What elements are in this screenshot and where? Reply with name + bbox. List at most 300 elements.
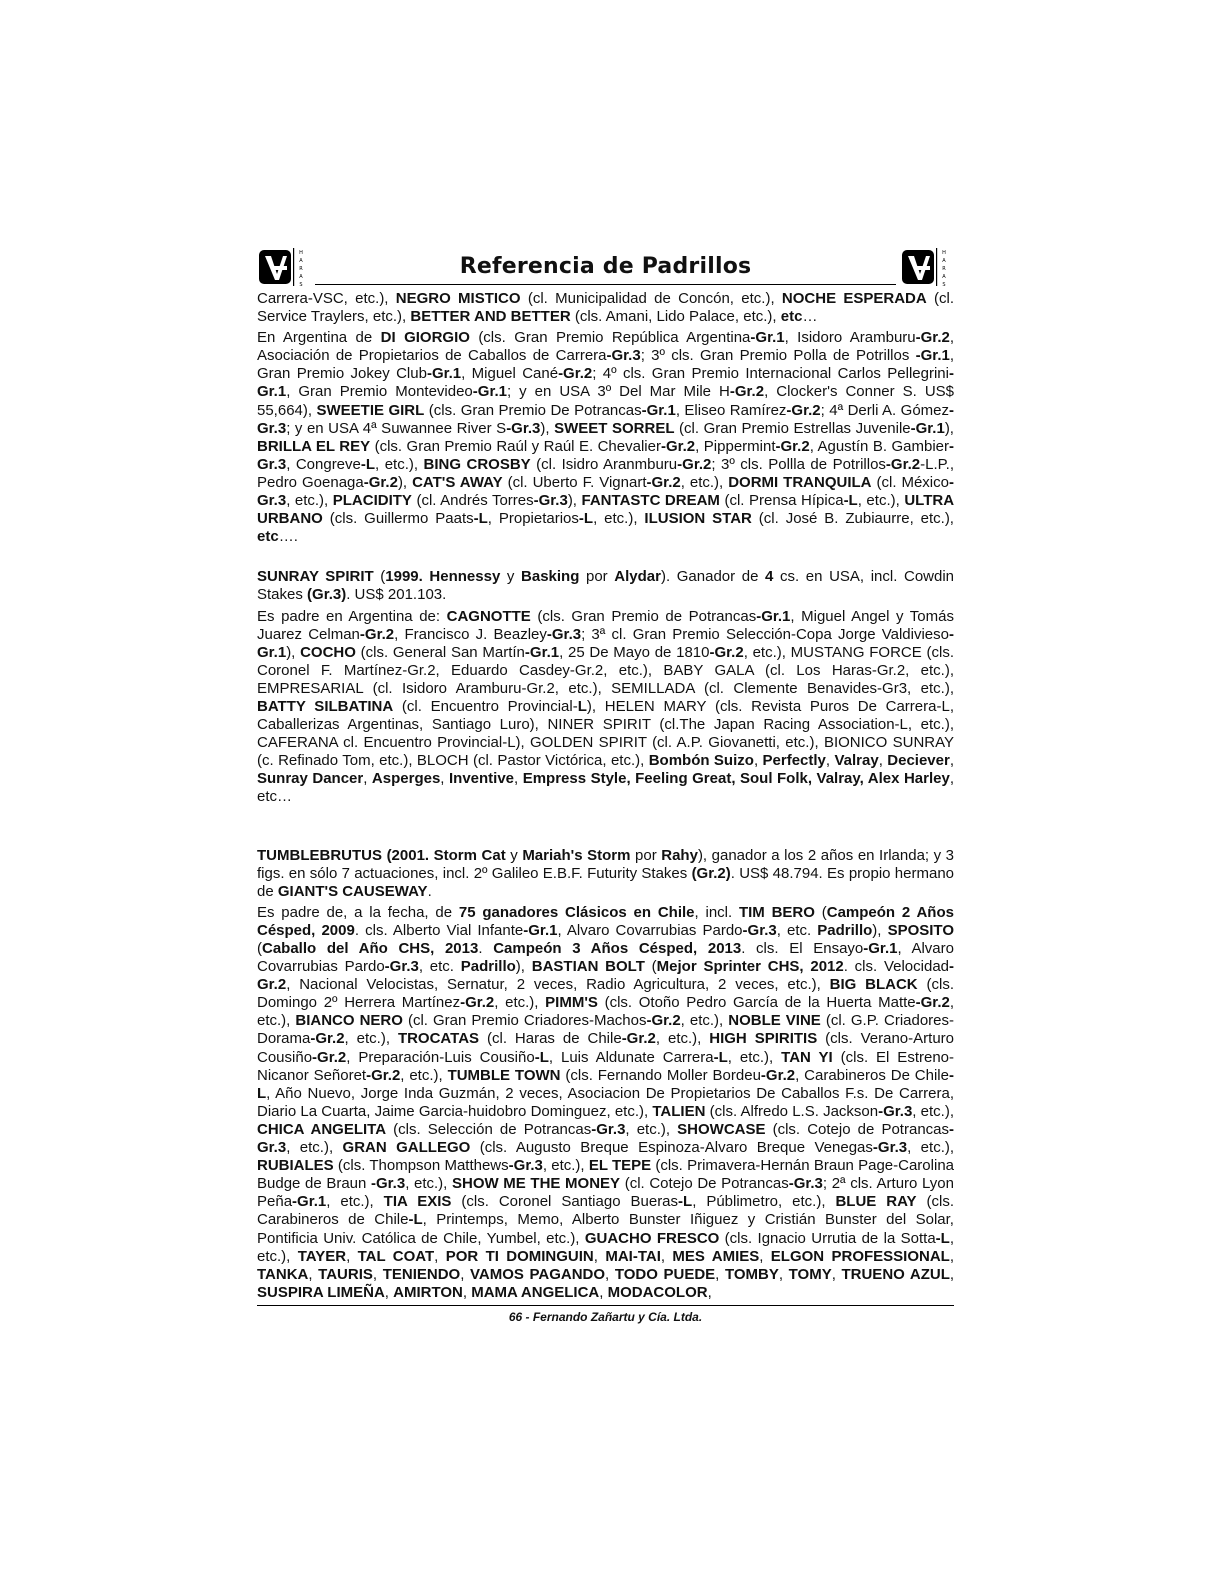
text-run: (cl. Haras de Chile: [479, 1030, 622, 1048]
text-run: (cls. Otoño Pedro García de la Huerta Matte: [597, 994, 916, 1012]
bold-text-run: BLUE RAY: [835, 1193, 917, 1211]
bold-text-run: TANKA: [257, 1265, 309, 1283]
text-run: (cls. Primavera-Hernán Braun Page-Carolina Budge de Braun: [257, 1157, 954, 1193]
text-run: y: [505, 846, 523, 864]
text-run: (cls. Ignacio Urrutia de la Sotta: [719, 1229, 936, 1247]
bold-text-run: BING CROSBY: [423, 455, 531, 473]
text-run: , Carabineros De Chile: [795, 1066, 949, 1084]
text-run: Carrera-VSC, etc.),: [257, 290, 396, 307]
text-run: (cls. Coronel Santiago Bueras: [451, 1193, 679, 1211]
bold-text-run: -Gr.2: [257, 958, 955, 994]
text-run: , etc.),: [257, 994, 954, 1030]
text-run: ,: [759, 1247, 771, 1265]
text-run: ; 3ª cl. Gran Premio Selección-Copa Jorge Valdivieso: [581, 625, 949, 643]
bold-text-run: Rahy: [661, 846, 698, 864]
text-run: , etc…: [257, 770, 954, 806]
bold-text-run: -L: [935, 1229, 950, 1247]
document-page: [257, 242, 954, 1324]
text-run: , Gran Premio Jokey Club: [257, 347, 954, 383]
bold-text-run: -Gr.1: [472, 383, 507, 401]
bold-text-run: -Gr.2: [885, 455, 921, 473]
text-run: , etc.),: [286, 1139, 343, 1157]
bold-text-run: TUMBLE TOWN: [447, 1066, 561, 1084]
text-run: ). Ganador de: [660, 568, 766, 586]
bold-text-run: 4: [765, 568, 774, 586]
text-run: ,: [384, 1283, 394, 1301]
bold-text-run: -Gr.3: [788, 1175, 823, 1193]
text-run: ,: [949, 1247, 955, 1265]
text-run: (cl. Uberto F. Vignart: [502, 473, 647, 491]
text-run: , Pippermint: [695, 437, 776, 455]
text-run: ,: [440, 770, 449, 788]
bold-text-run: (Gr.3): [307, 586, 347, 604]
bold-text-run: Inventive: [448, 770, 515, 788]
text-run: ,: [599, 1283, 608, 1301]
text-run: (cls. Gran Premio De Potrancas: [424, 401, 642, 419]
bold-text-run: NOCHE ESPERADA: [781, 290, 927, 307]
text-run: ,: [707, 1283, 712, 1301]
bold-text-run: SUNRAY SPIRIT: [257, 568, 374, 586]
bold-text-run: BIG BLACK: [829, 976, 918, 994]
bold-text-run: -Gr.2: [312, 1048, 347, 1066]
text-run: , etc.),: [593, 510, 645, 528]
text-run: (cl. México: [871, 473, 949, 491]
bold-text-run: Asperges: [371, 770, 441, 788]
bold-text-run: -Gr.3: [384, 958, 419, 976]
bold-text-run: TUMBLEBRUTUS: [257, 846, 382, 864]
text-run: ),: [567, 492, 582, 510]
text-run: ; 3º cls. Gran Premio Polla de Potrillos: [640, 347, 916, 365]
text-run: ), ganador a los 2 años en Irlanda; y 3 figs. en sólo 7 actuaciones, incl. 2º Galileo E.B.F. Futurity Stakes: [257, 846, 955, 882]
text-run: ,: [372, 1265, 383, 1283]
bold-text-run: -Gr.3: [591, 1120, 626, 1138]
bold-text-run: -Gr.2: [915, 329, 950, 347]
text-run: ,: [878, 752, 888, 770]
text-run: , Año Nuevo, Jorge Inda Guzmán, 2 veces, Asociacion De Propietarios De Caballos F.s. De Carrera, Diario La Cuarta, Jaime Garcia-huidobro Dominguez, etc.),: [257, 1084, 954, 1120]
text-run: (: [257, 940, 262, 957]
haras-logo-right-icon: [900, 244, 954, 288]
text-run: ,: [605, 1265, 615, 1283]
bold-text-run: CHICA ANGELITA: [257, 1120, 387, 1138]
text-run: (: [644, 958, 657, 976]
bold-text-run: -Gr.1: [257, 365, 954, 401]
sire-entry-paragraph: [257, 847, 954, 901]
text-run: -L.P., Pedro Goenaga: [257, 455, 955, 491]
bold-text-run: -Gr.2: [660, 437, 696, 455]
text-run: (cls. Selección de Potrancas: [386, 1120, 592, 1138]
bold-text-run: BATTY SILBATINA: [257, 697, 394, 715]
text-run: (cls. Amani, Lido Palace, etc.),: [570, 308, 781, 326]
text-run: , Preparación-Luis Cousiño: [346, 1048, 535, 1066]
bold-text-run: 1999. Hennessy: [385, 568, 501, 586]
text-run: ,: [308, 1265, 319, 1283]
bold-text-run: Alydar: [614, 568, 661, 586]
bold-text-run: Padrillo: [460, 958, 516, 976]
bold-text-run: TAN YI: [781, 1048, 833, 1066]
paragraph: [257, 904, 954, 1302]
page-footer: 66 - Fernando Zañartu y Cía. Ltda.: [508, 1309, 703, 1324]
text-run: ,: [778, 1265, 789, 1283]
bold-text-run: TOMY: [788, 1265, 832, 1283]
text-run: …: [802, 308, 818, 326]
bold-text-run: ELGON PROFESSIONAL: [770, 1247, 950, 1265]
bold-text-run: ULTRA URBANO: [257, 492, 955, 528]
bold-text-run: (Gr.2): [691, 864, 731, 882]
text-run: ,: [825, 752, 835, 770]
bold-text-run: -L: [257, 1066, 954, 1102]
text-run: , Clocker's Conner S. US$ 55,664),: [257, 383, 955, 419]
bold-text-run: -Gr.3: [872, 1139, 908, 1157]
text-run: por: [630, 846, 662, 864]
bold-text-run: GRAN GALLEGO: [342, 1139, 471, 1157]
text-run: , 25 De Mayo de 1810: [559, 643, 710, 661]
haras-logo-left-icon: [257, 244, 311, 288]
text-run: (cl. Cotejo De Potrancas: [620, 1175, 789, 1193]
bold-text-run: (2001. Storm Cat: [386, 846, 506, 864]
text-run: , etc.),: [542, 1157, 589, 1175]
bold-text-run: PIMM'S: [545, 994, 598, 1012]
bold-text-run: -Gr.3: [257, 401, 954, 437]
text-run: , Isidoro Aramburu: [784, 329, 916, 347]
text-run: ,: [346, 1247, 358, 1265]
bold-text-run: ILUSION STAR: [644, 510, 752, 528]
text-run: (cl. Encuentro Provincial-: [393, 697, 578, 715]
text-run: ,: [753, 752, 763, 770]
bold-text-run: Mariah's Storm: [522, 846, 631, 864]
text-run: , etc.),: [655, 1030, 710, 1048]
bold-text-run: Bombón Suizo: [648, 752, 754, 770]
text-run: En Argentina de: [257, 329, 381, 347]
bold-text-run: SWEET SORREL: [554, 419, 675, 437]
text-run: ; 4º cls. Gran Premio Internacional Carlos Pellegrini: [592, 365, 949, 383]
bold-text-run: Basking: [521, 568, 580, 586]
text-run: ,: [460, 1265, 470, 1283]
text-run: (cls. Alfredo L.S. Jackson: [705, 1102, 879, 1120]
bold-text-run: -Gr.1: [915, 347, 950, 365]
text-run: , etc.),: [625, 1120, 678, 1138]
text-run: , etc.),: [400, 1066, 448, 1084]
text-run: , incl.: [694, 903, 739, 921]
bold-text-run: -Gr.2: [915, 994, 950, 1012]
bold-text-run: EL TEPE: [588, 1157, 652, 1175]
bold-text-run: -Gr.1: [426, 365, 462, 383]
svg-text:S: S: [299, 282, 303, 288]
text-run: , Luis Aldunate Carrera: [548, 1048, 714, 1066]
bold-text-run: -Gr.2: [709, 643, 744, 661]
text-run: Es padre en Argentina de:: [257, 607, 447, 625]
bold-text-run: Empress Style, Feeling Great, Soul Folk, Valray, Alex Harley: [522, 770, 950, 788]
text-run: ,: [462, 1283, 472, 1301]
text-run: (cl. Gran Premio Criadores-Machos: [402, 1012, 647, 1030]
bold-text-run: -Gr.2: [366, 1066, 401, 1084]
text-run: , Públimetro, etc.),: [692, 1193, 836, 1211]
text-run: , etc.),: [680, 1012, 729, 1030]
text-run: , etc.),: [344, 1030, 398, 1048]
bold-text-run: Padrillo: [817, 921, 873, 939]
text-run: . cls. Velocidad: [843, 958, 950, 976]
text-run: .: [478, 940, 494, 957]
bold-text-run: -Gr.3: [546, 625, 582, 643]
text-run: (cls. Carabineros de Chile: [257, 1193, 955, 1229]
text-run: ),: [944, 419, 954, 437]
svg-text:H: H: [942, 250, 946, 256]
text-run: , Alvaro Covarrubias Pardo: [257, 940, 954, 976]
bold-text-run: BIANCO NERO: [295, 1012, 403, 1030]
svg-text:R: R: [942, 266, 946, 272]
text-run: (cls. Thompson Matthews: [333, 1157, 509, 1175]
text-run: (cls. Domingo 2º Herrera Martínez: [257, 976, 954, 1012]
text-run: ), HELEN MARY (cls. Revista Puros De Carrera-L, Caballerizas Argentinas, Santiago Luro), NINER SPIRIT (cl.The Japan Racing Association-L, etc.), CAFERANA cl. Encuentro Provincial-L), GOLDEN SPIRIT (cl. A.P. Giovanetti, etc.), BIONICO SUNRAY (c. Refinado Tom, etc.), BLOCH (cl. Pastor Victórica, etc.),: [257, 697, 954, 770]
bold-text-run: -Gr.2: [558, 365, 593, 383]
bold-text-run: -Gr.2: [359, 625, 395, 643]
bold-text-run: -L: [473, 510, 488, 528]
text-run: , etc.: [776, 921, 818, 939]
text-run: (: [373, 568, 386, 586]
bold-text-run: Caballo del Año CHS, 2013: [262, 940, 479, 957]
text-run: ; y en USA 3º Del Mar Mile H: [506, 383, 730, 401]
bold-text-run: Valray: [834, 752, 879, 770]
bold-text-run: MODACOLOR: [607, 1283, 708, 1301]
bold-text-run: Perfectly: [762, 752, 826, 770]
text-run: (cls. Gran Premio Raúl y Raúl E. Chevalier: [370, 437, 661, 455]
text-run: , Miguel Cané: [461, 365, 559, 383]
text-run: , etc.), MUSTANG FORCE (cls. Coronel F. Martínez-Gr.2, Eduardo Casdey-Gr.2, etc.), BABY GALA (cl. Los Haras-Gr.2, etc.), EMPRESARIAL (cl. Isidoro Aramburu-Gr.2, etc.), SEMILLADA (cl. Clemente Benavides-Gr3, etc.),: [257, 643, 954, 697]
text-run: , etc.),: [857, 492, 905, 510]
bold-text-run: 75 ganadores Clásicos en Chile: [458, 903, 695, 921]
text-run: , Asociación de Propietarios de Caballos de Carrera: [257, 329, 954, 365]
bold-text-run: MAMA ANGELICA: [471, 1283, 600, 1301]
text-run: , etc.),: [494, 994, 546, 1012]
svg-text:A: A: [942, 274, 946, 280]
bold-text-run: CAGNOTTE: [446, 607, 531, 625]
bold-text-run: TENIENDO: [382, 1265, 461, 1283]
bold-text-run: -Gr.3: [257, 473, 954, 510]
text-run: (cl. Service Traylers, etc.),: [257, 290, 955, 326]
bold-text-run: -Gr.2: [363, 473, 398, 491]
text-run: , Gran Premio Montevideo: [286, 383, 473, 401]
bold-text-run: -Gr.2: [310, 1030, 345, 1048]
bold-text-run: -Gr.3: [606, 347, 641, 365]
text-run: ,: [831, 1265, 842, 1283]
bold-text-run: -Gr.1: [756, 607, 791, 625]
bold-text-run: MAI-TAI: [605, 1247, 661, 1265]
text-run: , Printemps, Memo, Alberto Bunster Iñiguez y Cristián Bunster del Solar, Pontificia Univ. Católica de Chile, Yumbel, etc.),: [257, 1211, 954, 1247]
text-run: (cls. Fernando Moller Bordeu: [560, 1066, 761, 1084]
svg-text:A: A: [299, 258, 303, 264]
bold-text-run: CAT'S AWAY: [412, 473, 503, 491]
page-title: Referencia de Padrillos: [459, 254, 752, 279]
bold-text-run: TALIEN: [652, 1102, 706, 1120]
bold-text-run: Campeón 3 Años Césped, 2013: [493, 940, 742, 957]
text-run: ),: [872, 921, 888, 939]
bold-text-run: -Gr.1: [257, 625, 954, 661]
text-run: (cls. Gran Premio República Argentina: [469, 329, 751, 347]
text-run: ; 2ª cls. Arturo Lyon Peña: [257, 1175, 954, 1211]
bold-text-run: TIM BERO: [738, 903, 815, 921]
text-run: ,: [514, 770, 523, 788]
bold-text-run: -Gr.1: [910, 419, 945, 437]
bold-text-run: -Gr.1: [292, 1193, 327, 1211]
bold-text-run: -L: [713, 1048, 728, 1066]
bold-text-run: Mejor Sprinter CHS, 2012: [656, 958, 844, 976]
paragraph: [257, 329, 954, 546]
text-run: ),: [397, 473, 413, 491]
footer-rule: [257, 1305, 954, 1306]
text-run: , etc.),: [727, 1048, 782, 1066]
text-run: , Alvaro Covarrubias Pardo: [557, 921, 743, 939]
text-run: . US$ 48.794. Es propio hermano de: [257, 864, 955, 900]
text-run: , Propietarios: [487, 510, 579, 528]
bold-text-run: TRUENO AZUL: [841, 1265, 950, 1283]
text-run: , etc.),: [907, 1139, 955, 1157]
bold-text-run: -Gr.3: [257, 1120, 955, 1157]
text-run: ,: [949, 1265, 955, 1283]
bold-text-run: BETTER AND BETTER: [410, 308, 571, 326]
text-run: . US$ 201.103.: [346, 586, 447, 604]
bold-text-run: GUACHO FRESCO: [584, 1229, 720, 1247]
bold-text-run: TOMBY: [724, 1265, 779, 1283]
text-run: , Eliseo Ramírez: [675, 401, 787, 419]
bold-text-run: -Gr.3: [878, 1102, 913, 1120]
text-run: (cl. Prensa Hípica: [719, 492, 844, 510]
bold-text-run: SUSPIRA LIMEÑA: [257, 1283, 385, 1301]
bold-text-run: -Gr.2: [646, 473, 681, 491]
text-run: y: [500, 568, 522, 586]
bold-text-run: COCHO: [300, 643, 356, 661]
text-run: ,: [593, 1247, 606, 1265]
text-run: (cls. General San Martín: [355, 643, 525, 661]
bold-text-run: etc: [257, 528, 279, 546]
page-header: [257, 242, 954, 290]
text-run: por: [579, 568, 615, 586]
text-run: (cls. Gran Premio de Potrancas: [530, 607, 757, 625]
paragraph: [257, 290, 954, 326]
bold-text-run: DORMI TRANQUILA: [728, 473, 872, 491]
bold-text-run: MES AMIES: [672, 1247, 760, 1265]
text-run: (cls. El Estreno-Nicanor Señoret: [257, 1048, 955, 1084]
text-run: , Agustín B. Gambier: [809, 437, 949, 455]
bold-text-run: BASTIAN BOLT: [531, 958, 645, 976]
sire-entry-paragraph: [257, 568, 954, 604]
text-run: cs. en USA, incl. Cowdin Stakes: [257, 568, 955, 604]
bold-text-run: GIANT'S CAUSEWAY: [277, 882, 428, 900]
bold-text-run: -Gr.3: [742, 921, 777, 939]
bold-text-run: TAL COAT: [357, 1247, 435, 1265]
bold-text-run: -Gr.3: [533, 492, 568, 510]
bold-text-run: -Gr.2: [621, 1030, 656, 1048]
bold-text-run: NEGRO MISTICO: [395, 290, 521, 307]
text-run: . cls. El Ensayo: [741, 940, 864, 957]
text-run: ),: [286, 643, 301, 661]
bold-text-run: POR TI DOMINGUIN: [445, 1247, 594, 1265]
bold-text-run: -Gr.2: [760, 1066, 796, 1084]
text-run: (cl. José B. Zubiaurre, etc.),: [751, 510, 954, 528]
bold-text-run: etc: [780, 308, 803, 326]
bold-text-run: TIA EXIS: [383, 1193, 452, 1211]
bold-text-run: -L: [408, 1211, 423, 1229]
text-run: , Miguel Angel y Tomás Juarez Celman: [257, 607, 954, 643]
bold-text-run: -L: [843, 492, 858, 510]
text-run: , etc.),: [286, 492, 333, 510]
bold-text-run: VAMOS PAGANDO: [469, 1265, 606, 1283]
bold-text-run: Campeón 2 Años Césped, 2009: [257, 903, 954, 939]
bold-text-run: -L: [578, 510, 594, 528]
bold-text-run: -Gr.1: [863, 940, 898, 957]
bold-text-run: DI GIORGIO: [380, 329, 470, 347]
svg-text:A: A: [942, 258, 946, 264]
text-run: (: [814, 903, 827, 921]
text-run: , etc.),: [405, 1175, 452, 1193]
bold-text-run: -Gr.1: [641, 401, 676, 419]
text-run: ,: [949, 752, 954, 770]
bold-text-run: -L: [360, 455, 376, 473]
bold-text-run: -Gr.2: [646, 1012, 681, 1030]
text-run: ,: [715, 1265, 725, 1283]
bold-text-run: BRILLA EL REY: [257, 437, 371, 455]
text-run: ; 4ª Derli A. Gómez: [820, 401, 949, 419]
header-rule: [315, 284, 896, 285]
svg-text:S: S: [942, 282, 946, 288]
text-run: ),: [540, 419, 555, 437]
bold-text-run: -Gr.1: [524, 643, 560, 661]
text-run: (cl. Gran Premio Estrellas Juvenile: [674, 419, 911, 437]
bold-text-run: -Gr.3: [371, 1175, 406, 1193]
bold-text-run: -Gr.1: [523, 921, 558, 939]
bold-text-run: SHOWCASE: [677, 1120, 766, 1138]
bold-text-run: PLACIDITY: [332, 492, 412, 510]
bold-text-run: TROCATAS: [397, 1030, 480, 1048]
text-run: (cls. Augusto Breque Espinoza-Alvaro Breque Venegas: [470, 1139, 873, 1157]
bold-text-run: -Gr.2: [786, 401, 821, 419]
bold-text-run: Sunray Dancer: [257, 770, 364, 788]
bold-text-run: -L: [534, 1048, 549, 1066]
bold-text-run: Deciever: [887, 752, 950, 770]
text-run: ….: [278, 528, 298, 546]
text-run: ,: [660, 1247, 673, 1265]
bold-text-run: -Gr.2: [677, 455, 712, 473]
bold-text-run: -Gr.2: [729, 383, 765, 401]
paragraph: [257, 608, 954, 807]
text-run: , etc.),: [326, 1193, 384, 1211]
text-run: , Nacional Velocistas, Sernatur, 2 veces, Radio Agricultura, 2 veces, etc.),: [286, 976, 830, 994]
text-run: , etc.: [418, 958, 461, 976]
svg-text:H: H: [299, 250, 303, 256]
text-run: (cls. Cotejo de Potrancas: [765, 1120, 950, 1138]
text-run: ),: [515, 958, 532, 976]
bold-text-run: SHOW ME THE MONEY: [451, 1175, 621, 1193]
bold-text-run: HIGH SPIRITIS: [709, 1030, 818, 1048]
text-run: (cl. Isidro Aranmburu: [530, 455, 678, 473]
text-run: , etc.),: [680, 473, 729, 491]
text-run: , etc.),: [912, 1102, 954, 1120]
bold-text-run: -L: [678, 1193, 693, 1211]
svg-text:R: R: [299, 266, 303, 272]
bold-text-run: -Gr.2: [775, 437, 810, 455]
bold-text-run: FANTASTC DREAM: [581, 492, 720, 510]
text-run: (cls. Verano-Arturo Cousiño: [257, 1030, 954, 1066]
text-run: (cl. Andrés Torres: [411, 492, 534, 510]
text-run: , Congreve: [286, 455, 361, 473]
text-run: , Francisco J. Beazley: [394, 625, 547, 643]
svg-text:A: A: [299, 274, 303, 280]
text-run: . cls. Alberto Vial Infante: [354, 921, 524, 939]
text-run: ,: [363, 770, 372, 788]
bold-text-run: -Gr.3: [257, 437, 954, 473]
text-run: (cl. Municipalidad de Concón, etc.),: [520, 290, 782, 307]
text-run: .: [427, 882, 432, 900]
bold-text-run: TAYER: [297, 1247, 347, 1265]
bold-text-run: -Gr.2: [460, 994, 495, 1012]
